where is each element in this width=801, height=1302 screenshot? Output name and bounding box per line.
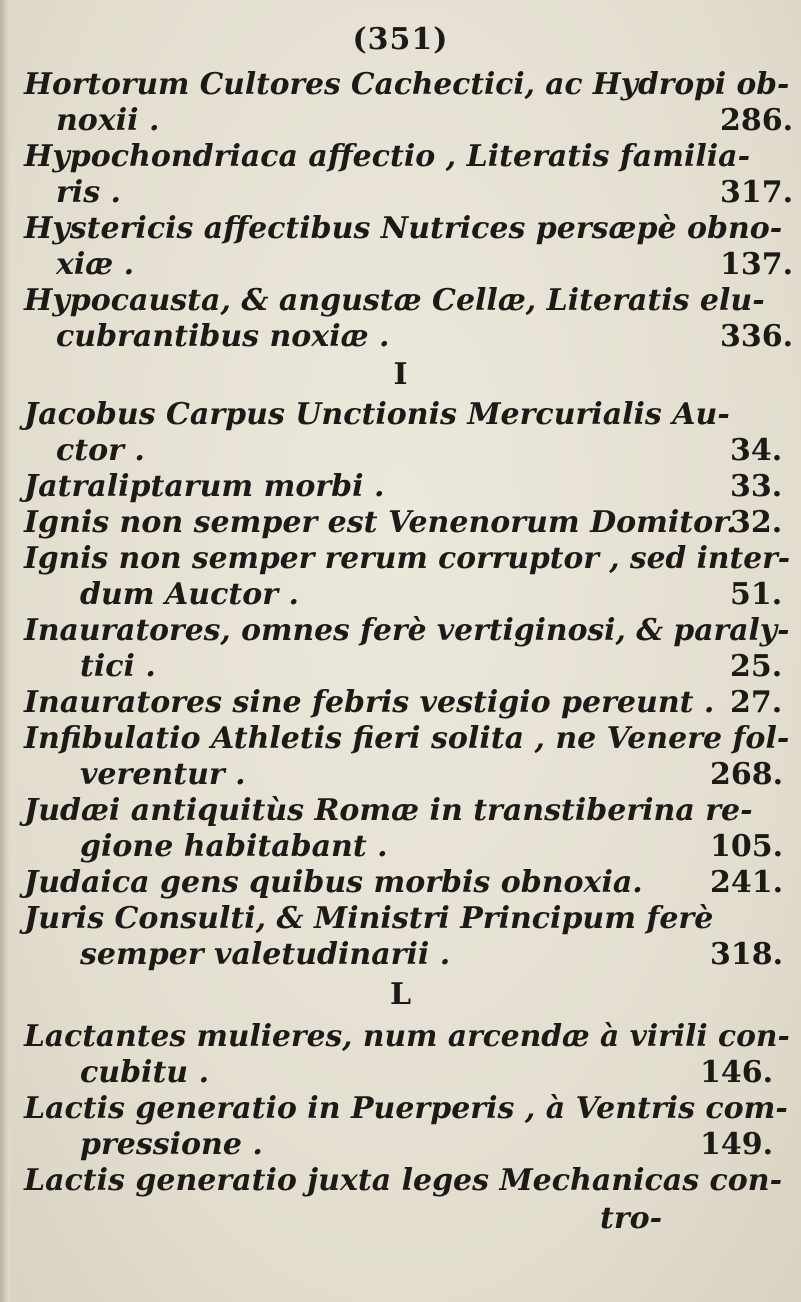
entry-line: Lactis generatio juxta leges Mechanicas con- [24, 1163, 783, 1198]
entry-line: Inauratores sine febris vestigio pereunt . [24, 685, 715, 720]
entry-line: Lactis generatio in Puerperis , à Ventris com- [24, 1091, 788, 1126]
page-number: 51. [730, 577, 783, 612]
entry-line: noxii . [56, 103, 160, 138]
entry-line: Hortorum Cultores Cachectici, ac Hydropi ob- [24, 67, 790, 102]
entry-line: Ignis non semper est Venenorum Domitor. [24, 505, 737, 540]
entry-line: Judæi antiquitùs Romæ in transtiberina re- [24, 793, 753, 828]
page-number: 149. [700, 1127, 774, 1162]
page-gutter [0, 0, 10, 1302]
entry-line: dum Auctor . [80, 577, 299, 612]
entry-line: Ignis non semper rerum corruptor , sed inter- [24, 541, 791, 576]
entry-line: tici . [80, 649, 156, 684]
running-head: (351) [352, 22, 449, 57]
catchword: tro- [600, 1201, 663, 1236]
entry-line: semper valetudinarii . [80, 937, 451, 972]
entry-line: ris . [56, 175, 121, 210]
entry-line: Hypocausta, & angustæ Cellæ, Literatis elu- [24, 283, 765, 318]
section-letter: L [389, 977, 412, 1012]
entry-line: Hypochondriaca affectio , Literatis familia- [24, 139, 751, 174]
entry-line: verentur . [80, 757, 246, 792]
entry-line: cubitu . [80, 1055, 210, 1090]
page-number: 318. [710, 937, 784, 972]
page-number: 317. [720, 175, 794, 210]
entry-line: Jatraliptarum morbi . [24, 469, 385, 504]
section-letter: I [393, 357, 408, 392]
entry-line: Infibulatio Athletis fieri solita , ne Venere fol- [24, 721, 790, 756]
page-number: 286. [720, 103, 794, 138]
entry-line: cubrantibus noxiæ . [56, 319, 390, 354]
page-number: 34. [730, 433, 783, 468]
page-number: 241. [710, 865, 784, 900]
page-number: 137. [720, 247, 794, 282]
page-number: 336. [720, 319, 794, 354]
entry-line: Jacobus Carpus Unctionis Mercurialis Au- [24, 397, 730, 432]
entry-line: Judaica gens quibus morbis obnoxia. [24, 865, 643, 900]
page-number: 33. [730, 469, 783, 504]
entry-line: Hystericis affectibus Nutrices persæpè obno- [24, 211, 783, 246]
entry-line: gione habitabant . [80, 829, 388, 864]
page-number: 146. [700, 1055, 774, 1090]
entry-line: Lactantes mulieres, num arcendæ à virili con- [24, 1019, 790, 1054]
page-number: 25. [730, 649, 783, 684]
entry-line: Juris Consulti, & Ministri Principum ferè [24, 901, 714, 936]
page-number: 105. [710, 829, 784, 864]
page-number: 268. [710, 757, 784, 792]
page-number: 32. [730, 505, 783, 540]
entry-line: ctor . [56, 433, 145, 468]
entry-line: Inauratores, omnes ferè vertiginosi, & paraly- [24, 613, 790, 648]
page-number: 27. [730, 685, 783, 720]
entry-line: pressione . [80, 1127, 263, 1162]
entry-line: xiæ . [56, 247, 135, 282]
